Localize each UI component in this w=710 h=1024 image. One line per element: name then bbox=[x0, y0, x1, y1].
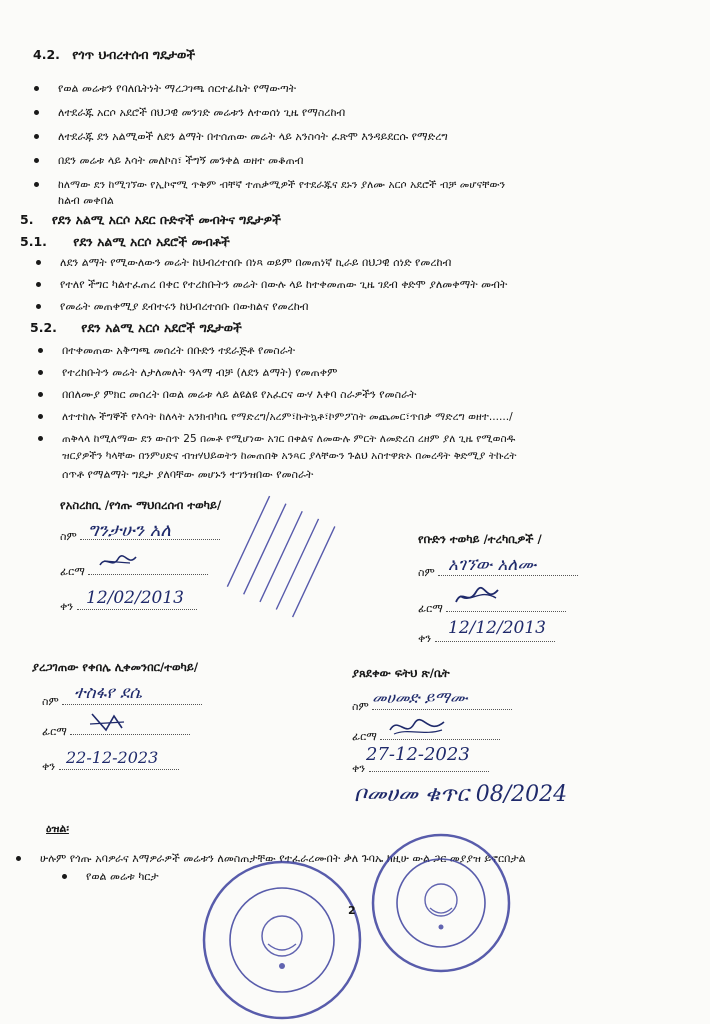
group-date-handwriting: 12/12/2013 bbox=[448, 618, 546, 638]
court-date-handwriting: 27-12-2023 bbox=[366, 744, 470, 765]
list-item: በበለሙያ ምክር መሰረት በወል መሬቱ ላይ ልዩልዩ የአፈርና ውሃ እቀባ ስራዎችን የመስራት bbox=[62, 388, 417, 401]
list-item-continuation: ዝርያዎችን ካላቸው በንምሀድና ብዝሃህይወትን ከመጠበቅ አንጻር ያላቸውን ጉልህ አስተዋጽኦ በመረዳት ቅድሚያ ትኩረት bbox=[62, 450, 517, 462]
kebele-signature-scribble bbox=[88, 710, 128, 734]
list-item-continuation: ከልብ መቀበል bbox=[58, 194, 114, 207]
date-label: ቀን bbox=[352, 762, 366, 775]
section-title: የደን አልሚ አርሶ አደሮች መብቶች bbox=[73, 234, 230, 249]
name-label: ስም bbox=[42, 695, 59, 708]
list-item: የመሬት መጠቀሚያ ደብተሩን ከህብረተሰቡ በውክልና የመረከብ bbox=[60, 300, 309, 313]
community-name-handwriting: ግንታሁን አለ bbox=[88, 520, 171, 541]
list-item: ለተደራጁ አርሶ አደሮች በህጋዊ መንገድ መሬቱን ለተወሰነ ጊዜ የማስረከብ bbox=[58, 106, 346, 119]
section-5-2-heading bbox=[30, 320, 242, 336]
name-label: ስም bbox=[418, 566, 435, 579]
page-number: 2 bbox=[348, 904, 356, 917]
sign-label: ፊርማ bbox=[352, 730, 377, 743]
community-signature-scribble bbox=[98, 553, 138, 571]
list-item: ለደን ልማት የሚውለውን መሬት ከህብረተሰቡ በነጻ ወይም በመጠነኛ ኪራይ በህጋዊ ሰነድ የመረከብ bbox=[60, 256, 452, 269]
section-number: 4.2. bbox=[33, 47, 60, 62]
list-item: የተረከቡትን መሬት ለታለመለት ዓላማ ብቻ (ለደን ልማት) የመጠቀም bbox=[62, 366, 338, 379]
court-name-handwriting: መሀመድ ይማሙ bbox=[372, 688, 468, 707]
section-number: 5. bbox=[20, 212, 34, 227]
list-item: ጠቅላላ ከሚለማው ደን ውስጥ 25 በመቶ የሚሆነው አገር በቀልና ለመውሉ ምርት ለመድረስ ረዘም ያለ ጊዜ የሚወስዱ bbox=[62, 433, 516, 445]
list-item: የተለየ ችግር ካልተፈጠረ በቀር የተረከቡትን መሬት በውሉ ላይ ከተቀመጠው ጊዜ ገደብ ቀድሞ ያለመቀማት መብት bbox=[60, 278, 508, 291]
name-label: ስም bbox=[60, 530, 77, 543]
section-title: የጎጥ ህብረተሰብ ግዴታወች bbox=[72, 47, 196, 62]
kebele-date-handwriting: 22-12-2023 bbox=[66, 748, 159, 767]
list-item: የወል መሬቱን የባለቤትነት ማረጋገጫ ሰርተፊኬት የማውጣት bbox=[58, 82, 297, 95]
list-item: በተቀመጠው አቅጣጫ መሰረት በቡድን ተደራጅቶ የመስራት bbox=[62, 344, 296, 357]
section-number: 5.1. bbox=[20, 234, 47, 249]
kebele-round-stamp-icon bbox=[198, 856, 366, 1024]
section-5-1-heading bbox=[20, 234, 230, 250]
date-label: ቀን bbox=[60, 600, 74, 613]
group-signature-scribble bbox=[452, 584, 502, 610]
section-5-heading bbox=[20, 212, 281, 228]
list-item: ለተተከሉ ችግኞች የእሳት ከለላት አንክብካቤ የማድረግ/አረም፣ኩትኳቶ፣ኮምፖስት መጨመር፣ጥበቃ ማድረግ ወዘተ....../ bbox=[62, 411, 513, 423]
section-title: የደን አልሚ አርሶ አደር ቡድኖች መብትና ግዴታዎች bbox=[51, 212, 281, 227]
kebele-stamp-icon bbox=[222, 490, 342, 625]
list-item: ለተደራጁ ደን አልሚወች ለደን ልማት በተሰጠው መሬት ላይ አንስሳት ፈጽሞ እንዳይደርሱ የማድረግ bbox=[58, 130, 448, 143]
list-item-continuation: ሰጥቶ የማልማት ግዴታ ያለባቸው መሆኑን ተገንዝበው የመስራት bbox=[62, 468, 314, 481]
court-signature-scribble bbox=[388, 714, 448, 740]
section-number: 5.2. bbox=[30, 320, 57, 335]
community-signature-title: የአስረከቢ /የጎጡ ማህበረሰብ ተወካይ/ bbox=[60, 498, 222, 512]
note-title: ዕዝል፡ bbox=[46, 822, 69, 835]
court-reference-handwriting: ቦመሀመ ቁጥር 08/2024 bbox=[354, 782, 568, 807]
note-item: ሁሉም የጎጡ አባዎራና እማዎራዎች መሬቱን ለመስጠታቸው የተፈራረሙበት ቃለ ጉባኤ ከዚሁ ውል ጋር መያያዝ ይኖርበታል bbox=[40, 852, 526, 865]
sign-label: ፊርማ bbox=[418, 602, 443, 615]
list-item: በደን መሬቱ ላይ እሳት መለኮስ፣ ችግኝ መንቀል ወዘተ መቆጠብ bbox=[58, 154, 304, 167]
section-title: የደን አልሚ አርሶ አደሮች ግዴታወች bbox=[81, 320, 242, 335]
note-sub-item: የወል መሬቱ ካርታ bbox=[86, 870, 159, 883]
list-item: ከለማው ደን ከሚገኘው የኢኮኖሚ ጥቅም ብቸኛ ተጠቃሚዎች የተደራጁና ደኑን ያለሙ አርሶ አደሮች ብቻ መሆናቸውን bbox=[58, 179, 506, 191]
group-name-handwriting: አገኘው አለሙ bbox=[448, 555, 537, 575]
section-4-2-heading bbox=[33, 47, 195, 63]
sign-label: ፊርማ bbox=[60, 565, 85, 578]
date-label: ቀን bbox=[418, 632, 432, 645]
kebele-name-handwriting: ተስፋየ ደሴ bbox=[74, 683, 142, 703]
court-round-stamp-icon bbox=[368, 830, 514, 976]
name-label: ስም bbox=[352, 700, 369, 713]
kebele-signature-title: ያረጋገጠው የቀበሌ ሊቀመንበር/ተወካይ/ bbox=[32, 660, 199, 674]
group-signature-title: የቡድን ተወካይ /ተረካቢዎች / bbox=[418, 532, 542, 546]
court-signature-title: ያጸደቀው ፍትህ ጽ/ቤት bbox=[352, 666, 450, 680]
sign-label: ፊርማ bbox=[42, 725, 67, 738]
date-label: ቀን bbox=[42, 760, 56, 773]
community-date-handwriting: 12/02/2013 bbox=[86, 588, 184, 608]
